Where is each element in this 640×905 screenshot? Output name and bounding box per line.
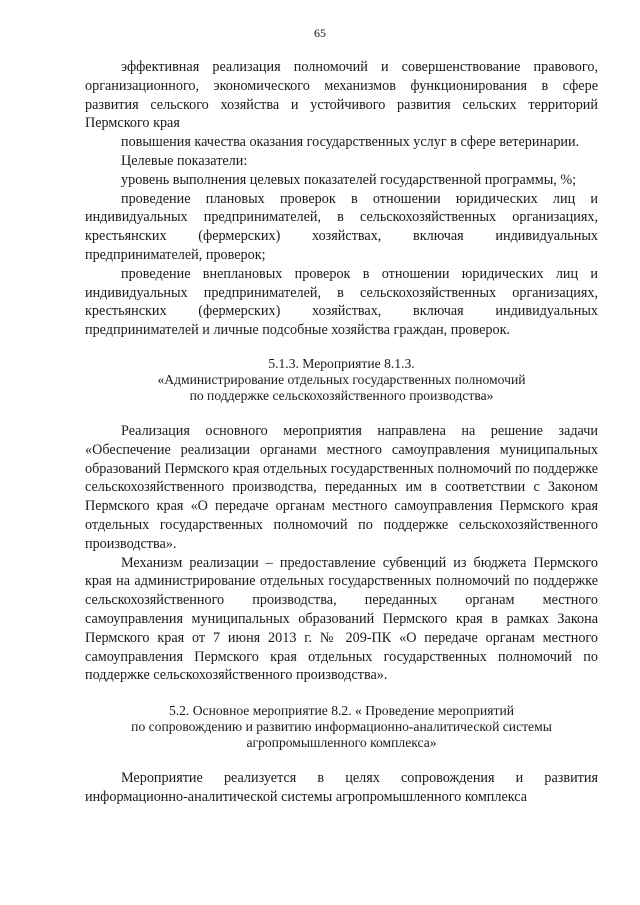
paragraph: Мероприятие реализуется в целях сопровождения и развития информационно-аналитической системы агропромышленного комплекса xyxy=(85,770,598,805)
heading-line: 5.2. Основное мероприятие 8.2. « Проведение мероприятий xyxy=(168,703,515,719)
page-number: 65 xyxy=(314,26,326,40)
paragraph: проведение внеплановых проверок в отношении юридических лиц и индивидуальных предпринимателей, в сельскохозяйственных организациях, крестьянских (фермерских) хозяйствах, включая индивидуальных предпринимателей и личные подсобные хозяйства граждан, проверок. xyxy=(85,265,598,339)
heading-line: по поддержке сельскохозяйственного производства» xyxy=(189,387,494,403)
section-heading-5-1-3 xyxy=(85,356,598,404)
heading-line: 5.1.3. Мероприятие 8.1.3. xyxy=(268,355,415,371)
paragraph: повышения качества оказания государственных услуг в сфере ветеринарии. xyxy=(121,134,580,151)
paragraph: Целевые показатели: xyxy=(121,152,248,169)
paragraph: проведение плановых проверок в отношении юридических лиц и индивидуальных предпринимателей, в сельскохозяйственных организациях, крестьянских (фермерских) хозяйствах, включая индивидуальных предпринимателей, проверок; xyxy=(85,190,598,263)
heading-line: агропромышленного комплекса» xyxy=(246,735,437,751)
heading-line: «Администрирование отдельных государственных полномочий xyxy=(157,371,526,387)
paragraph: Реализация основного мероприятия направлена на решение задачи «Обеспечение реализации органами местного самоуправления муниципальных образований Пермского края отдельных государственных полномочий по поддержке сельскохозяйственного производства, переданных им в соответствии с Законом Пермского края «О передаче органам местного самоуправления Пермского края отдельных государственных полномочий по поддержке сельскохозяйственного производства». xyxy=(85,422,598,552)
heading-line: по сопровождению и развитию информационно-аналитической системы xyxy=(131,719,552,735)
paragraph: уровень выполнения целевых показателей государственной программы, %; xyxy=(121,171,577,188)
paragraph: эффективная реализация полномочий и совершенствование правового, организационного, экономического механизмов функционирования в сфере развития сельского хозяйства и устойчивого развития сельских территорий Пермского края xyxy=(85,59,598,132)
paragraph: Механизм реализации – предоставление субвенций из бюджета Пермского края на администрирование отдельных государственных полномочий по поддержке сельскохозяйственного производства, переданных органам местного самоуправления муниципальных образований Пермского края в рамках Закона Пермского края от 7 июня 2013 г. № 209-ПК «О передаче органам местного самоуправления Пермского края отдельных государственных полномочий по поддержке сельскохозяйственного производства». xyxy=(85,554,598,684)
document-body xyxy=(85,58,598,807)
section-heading-5-2 xyxy=(85,703,598,751)
